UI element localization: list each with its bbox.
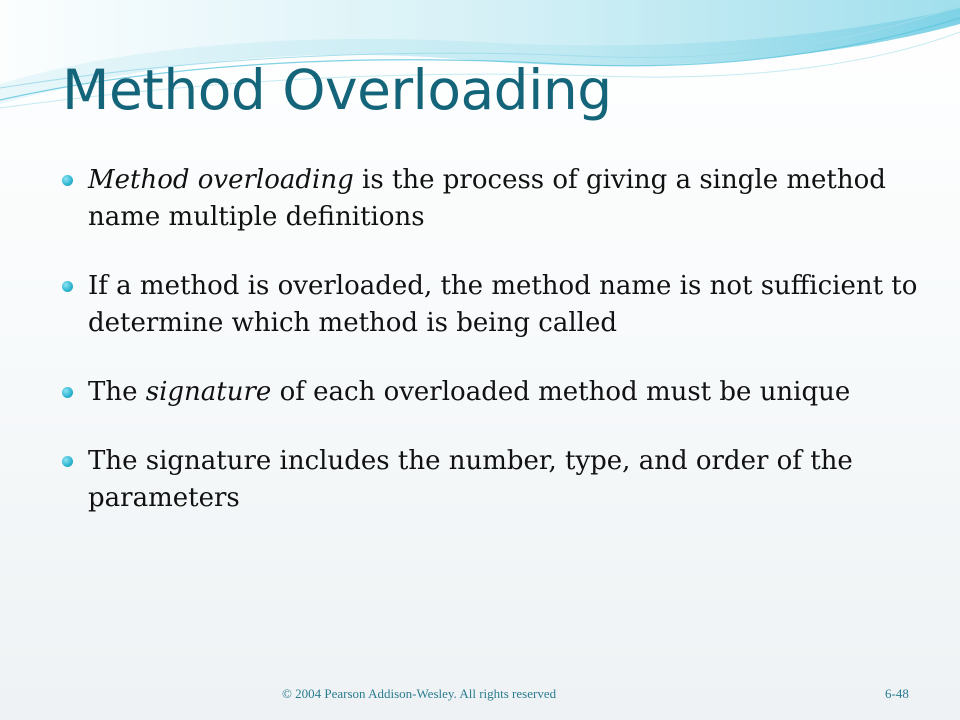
bullet-item [62,268,922,342]
bullet-dot-icon [62,281,73,292]
bullet-text: is the process of giving a single method name multiple definitions [88,165,886,232]
bullet-dot-icon [62,456,73,467]
bullet-list [62,162,922,549]
bullet-emphasis: signature [145,377,272,407]
bullet-item [62,162,922,236]
bullet-emphasis: Method overloading [88,165,354,195]
bullet-text: of each overloaded method must be unique [271,377,851,407]
bullet-dot-icon [62,175,73,186]
bullet-text: If a method is overloaded, the method name is not sufficient to determine which method is being called [88,271,918,338]
bullet-text: The signature includes the number, type, and order of the parameters [88,446,853,513]
bullet-item [62,374,922,411]
footer-copyright: © 2004 Pearson Addison-Wesley. All rights reserved [282,686,557,701]
slide-title: Method Overloading [62,58,612,122]
bullet-text: The [88,377,146,407]
footer-page-number: 6-48 [885,686,909,701]
bullet-item [62,443,922,517]
bullet-dot-icon [62,387,73,398]
